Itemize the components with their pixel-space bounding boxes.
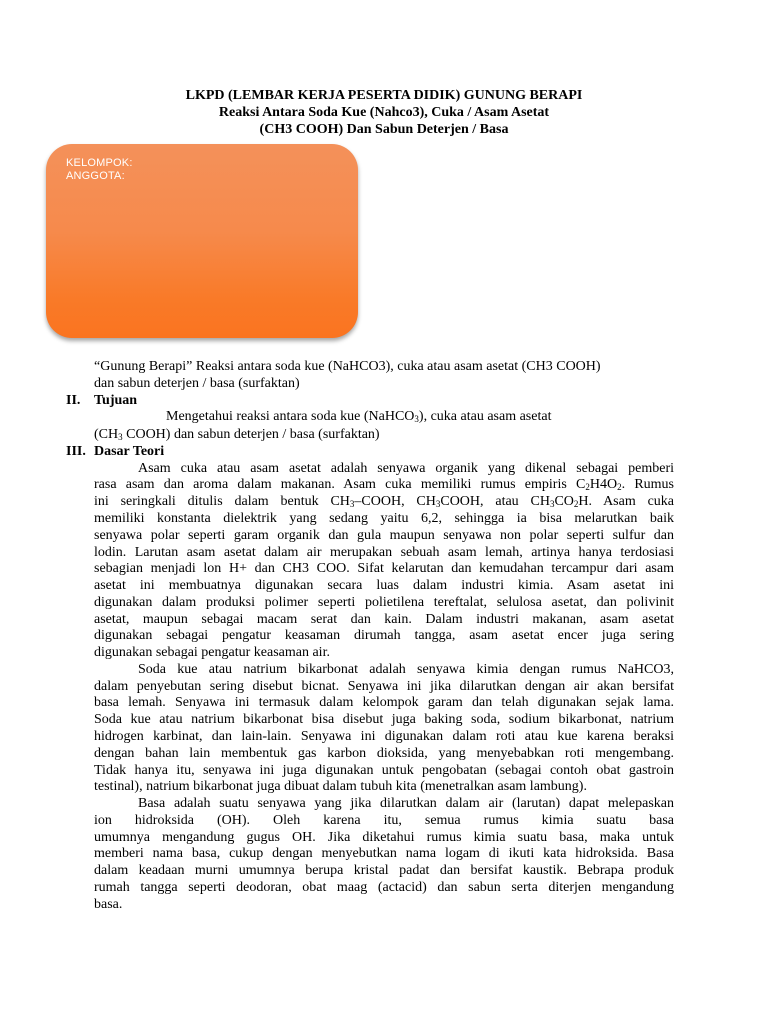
- p2-line-2: dalam penyebutan sering disebut bicnat. Senyawa ini jika dilarutkan dengan air akan bersifat: [94, 679, 674, 694]
- p1-line-5: senyawa polar seperti garam organik dan gula maupun senyawa non polar seperti sulfur dan: [94, 528, 674, 543]
- p1-line-10: asetat, maupun sebagai macam serat dan kain. Dalam industri makanan, asam asetat: [94, 612, 674, 627]
- p1-line-3: ini seringkali ditulis dalam bentuk $CH_3$–COOH, $CH_3COOH$, atau $CH_3CO_2H$. Asam cuka: [94, 494, 674, 509]
- intro-line-2: dan sabun deterjen / basa (surfaktan): [94, 376, 300, 391]
- p1-line-11: digunakan sebagai pengatur keasaman dirumah tangga, asam asetat encer juga sering: [94, 628, 674, 643]
- dasar-teori-number: III.: [66, 444, 86, 459]
- tujuan-line-1: Mengetahui reaksi antara soda kue (NaHCO$_3$), cuka atau asam asetat: [166, 409, 552, 424]
- p2-line-8: testinal), natrium bikarbonat juga dibuat dalam tubuh kita (menetralkan asam lambung).: [94, 779, 587, 794]
- p1-line-2: rasa asam dan aroma dalam makanan. Asam cuka memiliki rumus empiris $C_2H4O_2$. Rumus: [94, 477, 674, 492]
- p3-line-6: rumah tangga seperti deodoran, obat maag (actacid) dan sabun serta diterjen mengandung: [94, 880, 674, 895]
- p3-line-4: memberi nama basa, cukup dengan menyebutkan nama logam di ikuti kata hidroksida. Basa: [94, 846, 674, 861]
- p2-line-7: Tidak hanya itu, senyawa ini juga digunakan untuk pengobatan (sebagai contoh obat gastroin: [94, 763, 674, 778]
- p2-line-5: hidrogen karbinat, dan lain-lain. Senyawa ini digunakan dalam roti atau kue karena beraksi: [94, 729, 674, 744]
- p1-line-8: asetat ini membuatnya digunakan secara luas dalam industri kimia. Asam asetat ini: [94, 578, 674, 593]
- p2-line-3: basa lemah. Senyawa ini termasuk dalam kelompok garam dan telah digunakan sejak lama.: [94, 695, 674, 710]
- p3-line-5: dalam keadaan murni umumnya berupa kristal padat dan bersifat kaustik. Bebrapa produk: [94, 863, 674, 878]
- p2-line-4: Soda kue atau natrium bikarbonat bisa disebut juga baking soda, sodium bikarbonat, natrium: [94, 712, 674, 727]
- intro-line-1: “Gunung Berapi” Reaksi antara soda kue (NaHCO3), cuka atau asam asetat (CH3 COOH): [94, 359, 601, 374]
- p2-line-6: dengan bahan lain membentuk gas karbon dioksida, yang menyebabkan roti mengembang.: [94, 746, 674, 761]
- title-line-1: LKPD (LEMBAR KERJA PESERTA DIDIK) GUNUNG BERAPI: [185, 88, 583, 103]
- p3-line-2: ion hidroksida (OH). Oleh karena itu, semua rumus kimia suatu basa: [94, 813, 674, 828]
- p3-line-1: Basa adalah suatu senyawa yang jika dilarutkan dalam air (larutan) dapat melepaskan: [138, 796, 674, 811]
- p1-line-9: digunakan dalam produksi polimer seperti polietilena tereftalat, selulosa asetat, dan polivinit: [94, 595, 674, 610]
- title-line-3: (CH3 COOH) Dan Sabun Deterjen / Basa: [259, 122, 509, 137]
- p1-line-4: memiliki konstanta dielektrik yang sedang yaitu 6,2, sehingga ia bisa melarutkan baik: [94, 511, 674, 526]
- title-line-2: Reaksi Antara Soda Kue (Nahco3), Cuka / Asam Asetat: [218, 105, 550, 120]
- anggota-label: ANGGOTA:: [66, 170, 125, 182]
- p1-line-6: lodin. Larutan asam asetat dalam air merupakan sebuah asam lemah, artinya hanya terdosiasi: [94, 545, 674, 560]
- tujuan-number: II.: [66, 393, 81, 408]
- tujuan-heading: [66, 393, 137, 409]
- p1-line-1: Asam cuka atau asam asetat adalah senyawa organik yang dikenal sebagai pemberi: [138, 461, 674, 476]
- dasar-teori-heading: [66, 444, 164, 460]
- tujuan-heading-text: Tujuan: [94, 393, 138, 408]
- p2-line-1: Soda kue atau natrium bikarbonat adalah senyawa kimia dengan rumus NaHCO3,: [138, 662, 674, 677]
- tujuan-line-2: ($CH_3$ COOH) dan sabun deterjen / basa (surfaktan): [94, 427, 380, 442]
- dasar-teori-heading-text: Dasar Teori: [94, 444, 165, 459]
- p1-line-12: digunakan sebagai pengatur keasaman air.: [94, 645, 330, 660]
- p3-line-3: umumnya mengandung gugus OH. Jika diketahui rumus kimia suatu basa, maka untuk: [94, 830, 674, 845]
- group-info-box: [46, 144, 358, 338]
- p3-line-7: basa.: [94, 897, 123, 912]
- document-title: [0, 87, 768, 138]
- p1-line-7: sebagian menjadi lon H+ dan CH3 COO. Sifat kelarutan dan kemudahan tercampur dari asam: [94, 561, 674, 576]
- kelompok-label: KELOMPOK:: [66, 157, 133, 169]
